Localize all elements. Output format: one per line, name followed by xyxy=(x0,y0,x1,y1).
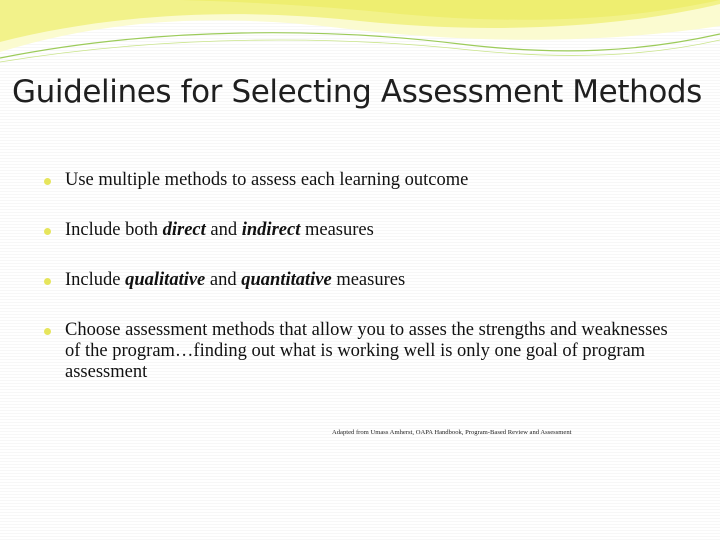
bullet-dot-icon xyxy=(44,178,51,185)
bullet-text-middle: and xyxy=(205,220,242,240)
bullet-emphasis-direct: direct xyxy=(162,220,206,240)
slide-title: Guidelines for Selecting Assessment Methods xyxy=(12,74,702,110)
bullet-emphasis-indirect: indirect xyxy=(241,220,301,240)
source-citation: Adapted from Umass Amherst, OAPA Handbook, Program-Based Review and Assessment xyxy=(332,429,572,436)
bullet-text-suffix: measures xyxy=(300,220,374,240)
bullet-text-prefix: Include both xyxy=(65,220,163,240)
decorative-swoosh-banner xyxy=(0,0,720,80)
bullet-dot-icon xyxy=(44,328,51,335)
bullet-text-middle: and xyxy=(205,270,242,290)
bullet-text: Choose assessment methods that allow you to asses the strengths and weaknesses of the program…finding out what is working well is only one goal of program assessment xyxy=(65,320,668,382)
bullet-item-1 xyxy=(44,170,684,191)
bullet-item-3 xyxy=(44,270,684,291)
bullet-text-suffix: measures xyxy=(331,270,406,290)
bullet-item-2 xyxy=(44,220,684,241)
bullet-emphasis-quantitative: quantitative xyxy=(241,270,332,290)
bullet-dot-icon xyxy=(44,278,51,285)
bullet-list xyxy=(44,170,684,383)
bullet-dot-icon xyxy=(44,228,51,235)
bullet-text-prefix: Include xyxy=(65,270,126,290)
bullet-text: Use multiple methods to assess each learning outcome xyxy=(65,170,469,190)
bullet-emphasis-qualitative: qualitative xyxy=(125,270,206,290)
bullet-item-4 xyxy=(44,320,684,383)
